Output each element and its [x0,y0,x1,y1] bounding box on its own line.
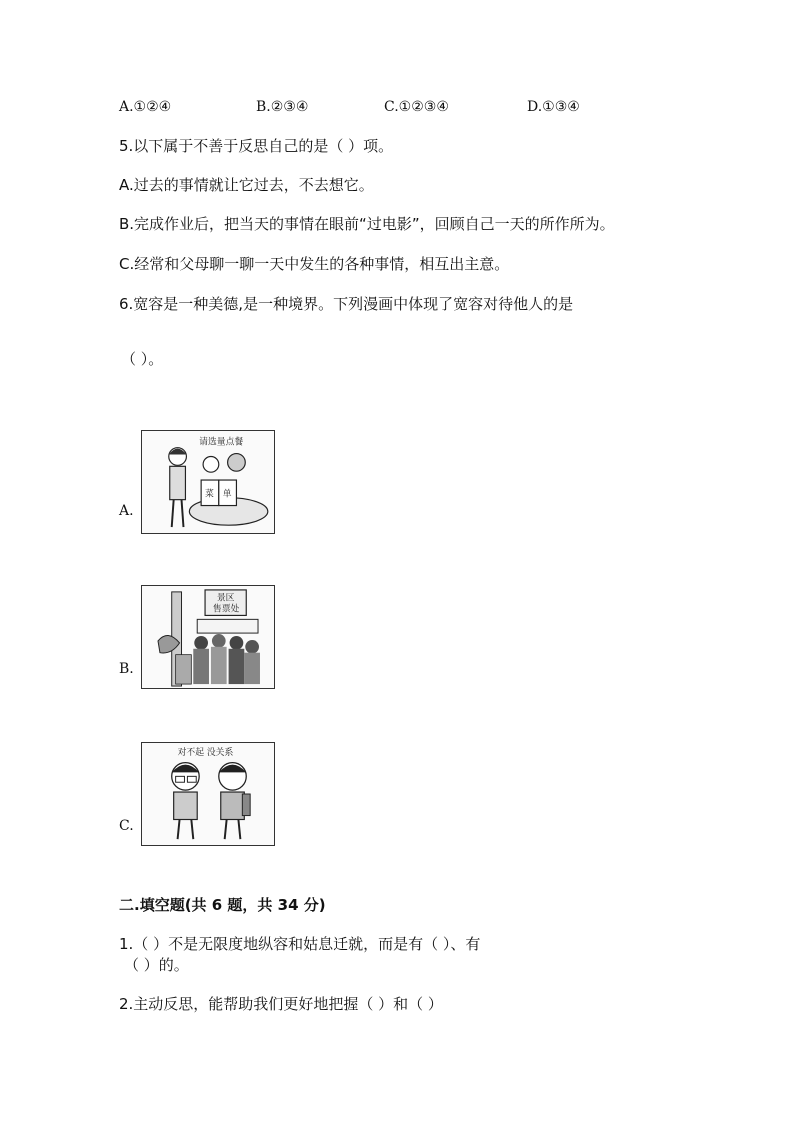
fill-q1-line1: 1.（ ）不是无限度地纵容和姑息迁就，而是有（ ）、有 [119,935,481,953]
cartoon-b-sign-top: 景区 [216,593,235,604]
q6-option-b-label: B. [119,661,134,677]
q6-blank: （ ）。 [121,350,164,368]
fill-q2: 2.主动反思，能帮助我们更好地把握（ ）和（ ） [119,995,443,1013]
cartoon-a-drawing [142,431,274,533]
cartoon-a-image [141,430,275,534]
cartoon-a-speech: 请选量点餐 [199,437,244,448]
q5-option-a: A.过去的事情就让它过去，不去想它。 [119,176,374,194]
q4-option-a: A.①②④ [119,99,172,115]
q6-option-c-label: C. [119,818,134,834]
q5-option-b: B.完成作业后，把当天的事情在眼前“过电影”，回顾自己一天的所作所为。 [119,215,615,233]
cartoon-b-sign-bottom: 售票处 [212,604,240,615]
q4-option-b: B.②③④ [256,99,309,115]
fill-q1-line2: （ ）的。 [124,956,189,974]
cartoon-b-drawing [142,586,274,688]
cartoon-c-speech: 对不起 没关系 [177,747,234,758]
section2-heading: 二.填空题(共 6 题，共 34 分) [119,896,326,914]
q6-option-a-label: A. [119,503,134,519]
q4-option-d: D.①③④ [527,99,580,115]
cartoon-c-drawing [142,743,274,845]
cartoon-a-menu-right: 单 [222,489,232,500]
cartoon-b-image [141,585,275,689]
q6-stem: 6.宽容是一种美德,是一种境界。下列漫画中体现了宽容对待他人的是 [119,295,574,313]
cartoon-c-image [141,742,275,846]
q4-option-c: C.①②③④ [384,99,449,115]
q5-stem: 5.以下属于不善于反思自己的是（ ）项。 [119,137,394,155]
q5-option-c: C.经常和父母聊一聊一天中发生的各种事情，相互出主意。 [119,255,510,273]
cartoon-a-menu-left: 菜 [205,489,214,500]
